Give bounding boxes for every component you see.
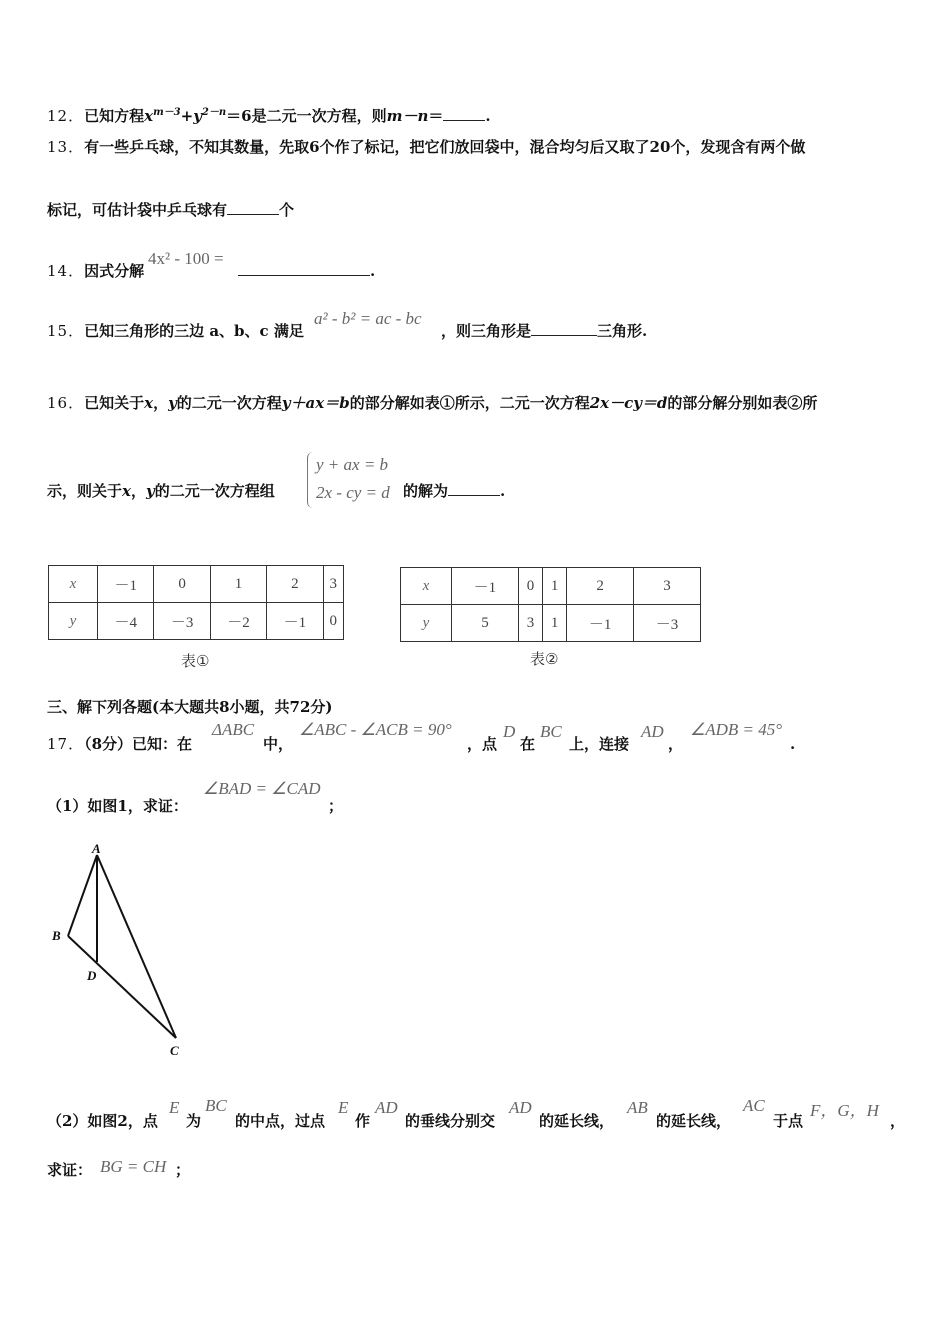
table-1-cell: －1: [267, 603, 323, 640]
q17-part2-h: 于点: [773, 1112, 804, 1130]
q16-line2: [47, 481, 275, 501]
q17-part2-fgh: F，G，H: [810, 1101, 879, 1120]
table-2-cell: 2: [567, 568, 634, 605]
section-heading: 三、解下列各题(本大题共8小题，共72分): [47, 698, 333, 716]
table-2-row-y: [401, 605, 701, 642]
q17-point-d: D: [503, 722, 516, 741]
q17-number: 17．: [47, 735, 85, 753]
vertex-label-c: C: [170, 1043, 179, 1058]
q12-answer-blank[interactable]: [443, 106, 485, 121]
q17-part1-end: ；: [328, 797, 344, 815]
figure-1: [50, 838, 200, 1063]
q12-plus: +: [180, 107, 194, 125]
table-1-row-y: [49, 603, 344, 640]
q12-y: y: [193, 107, 202, 125]
q17-part2-d: 作: [355, 1112, 371, 1130]
q17-point-e2: E: [338, 1098, 349, 1117]
table-1-header-x: x: [49, 566, 98, 603]
table-2-cell: 1: [543, 568, 567, 605]
q17-t2: ，点: [467, 735, 498, 753]
q16-y: y: [168, 394, 177, 412]
q17-t5: ，: [668, 735, 684, 753]
q16-l1a: 已知关于: [84, 394, 145, 412]
vertex-label-a: A: [92, 841, 101, 856]
q16-l1b: 的二元一次方程: [176, 394, 282, 412]
q12-exp1: m－3: [153, 107, 181, 118]
q17-segment-ad: AD: [641, 722, 664, 741]
edge-ac: [97, 855, 176, 1038]
q16-line1: [47, 393, 817, 413]
q17-t4: 上，连接: [569, 735, 630, 753]
edge-bc: [68, 936, 176, 1038]
q16-system-eq2: 2x - cy = d: [316, 483, 390, 502]
q17-part1-label: （1）如图1，求证：: [47, 797, 188, 815]
q16-eqA: y＋ax＝b: [281, 394, 350, 412]
q15-expression: a² - b² = ac - bc: [314, 309, 422, 328]
q13-text2b: 个: [279, 201, 295, 219]
table-2: [400, 567, 701, 642]
q12-exp2: 2－n: [201, 107, 227, 118]
q17-part2-ad2: AD: [509, 1098, 532, 1117]
q15-tail: [441, 321, 647, 341]
system-brace: [307, 452, 314, 508]
q15-number: 15．: [47, 322, 85, 340]
q17-part2-end: ；: [175, 1161, 191, 1179]
q16-eqB: 2x－cy＝d: [589, 394, 668, 412]
q13-text1: 有一些乒乓球，不知其数量，先取6个作了标记，把它们放回袋中，混合均匀后又取了20个，发现含有两个做: [84, 138, 806, 156]
q13-number: 13．: [47, 138, 85, 156]
q17-angle-condition: ∠ABC - ∠ACB = 90°: [299, 720, 452, 739]
q17-part2-c: 的中点，过点: [235, 1112, 326, 1130]
q17-t1: 中，: [263, 735, 294, 753]
table-1-cell: 1: [210, 566, 266, 603]
table-2-caption: 表②: [530, 650, 559, 668]
q13-text2a: 标记，可估计袋中乒乓球有: [47, 201, 228, 219]
table-1-caption: 表①: [181, 652, 210, 670]
table-2-cell: －3: [634, 605, 701, 642]
q17-part1-expression: ∠BAD = ∠CAD: [203, 779, 321, 798]
q16-tail: [403, 481, 505, 501]
vertex-label-b: B: [52, 928, 61, 943]
q14-tail: [238, 261, 375, 281]
q17-part2-bc: BC: [205, 1096, 227, 1115]
table-1-cell: 3: [323, 566, 343, 603]
q14-expression: 4x² - 100 =: [148, 249, 224, 268]
q13-answer-blank[interactable]: [227, 200, 279, 215]
table-2-header-x: x: [401, 568, 452, 605]
q12-number: 12．: [47, 107, 85, 125]
q17-part2-j: 求证：: [47, 1161, 93, 1179]
q17-segment-bc: BC: [540, 722, 562, 741]
table-2-cell: 5: [452, 605, 519, 642]
q17-part2-expression: BG = CH: [100, 1157, 167, 1176]
q17-part2-a: （2）如图2，点: [47, 1112, 158, 1130]
q16-y2: y: [145, 482, 155, 500]
table-1-row-x: [49, 566, 344, 603]
q15-mid: ，则三角形是: [441, 322, 532, 340]
table-1-cell: 2: [267, 566, 323, 603]
q16-answer-blank[interactable]: [448, 481, 500, 496]
q16-l2b: 的二元一次方程组: [154, 482, 275, 500]
table-2-cell: 1: [543, 605, 567, 642]
q16-number: 16．: [47, 394, 85, 412]
q16-comma: ，: [153, 394, 169, 412]
table-1-cell: －4: [98, 603, 154, 640]
q14-number: 14．: [47, 262, 85, 280]
q17-angle-adb: ∠ADB = 45°: [690, 720, 783, 739]
q16-system-eq1: y + ax = b: [316, 455, 389, 474]
table-2-cell: －1: [452, 568, 519, 605]
q17-part2-i: ，: [890, 1112, 906, 1130]
q16-l2c: 的解为: [403, 482, 449, 500]
q17-part2-ab: AB: [627, 1098, 648, 1117]
q16-end: .: [500, 482, 506, 500]
table-2-row-x: [401, 568, 701, 605]
q17-part2-b: 为: [186, 1112, 202, 1130]
q16-comma2: ，: [130, 482, 146, 500]
q12-eq: ＝6是二元一次方程，则: [226, 107, 387, 125]
q17-t3: 在: [520, 735, 536, 753]
table-1-cell: 0: [323, 603, 343, 640]
q17-line1a: [47, 734, 192, 754]
q16-l2a: 示，则关于: [47, 482, 123, 500]
q17-part2-ac: AC: [743, 1096, 765, 1115]
q15-line: [47, 321, 304, 341]
table-1-cell: －2: [210, 603, 266, 640]
q17-triangle: ΔABC: [212, 720, 255, 739]
q17-part2-ad: AD: [375, 1098, 398, 1117]
q12-eq2: ＝: [428, 107, 444, 125]
q16-l1c: 的部分解如表①所示，二元一次方程: [349, 394, 590, 412]
table-1-header-y: y: [49, 603, 98, 640]
table-2-cell: －1: [567, 605, 634, 642]
q13-line2: [47, 200, 294, 220]
table-2-header-y: y: [401, 605, 452, 642]
table-1-cell: 0: [154, 566, 210, 603]
q16-x2: x: [122, 482, 131, 500]
q17-part2-e: 的垂线分别交: [405, 1112, 496, 1130]
vertex-label-d: D: [87, 968, 97, 983]
table-1: [48, 565, 344, 640]
q17-t6: .: [790, 735, 796, 753]
q17-point-e: E: [169, 1098, 180, 1117]
table-2-cell: 3: [518, 605, 542, 642]
q15-answer-blank[interactable]: [531, 321, 597, 336]
q14-answer-blank[interactable]: [238, 261, 370, 276]
table-1-cell: －3: [154, 603, 210, 640]
q12-end: .: [485, 107, 491, 125]
table-1-cell: －1: [98, 566, 154, 603]
q17-part2-g: 的延长线，: [656, 1112, 732, 1130]
q14-pre: 因式分解: [84, 262, 145, 280]
q14-end: .: [370, 262, 376, 280]
q12-mn: m－n: [386, 107, 429, 125]
edge-ab: [68, 855, 97, 936]
q12-x: x: [144, 107, 154, 125]
q14-line: [47, 261, 144, 281]
q15-pre: 已知三角形的三边 a、b、c 满足: [84, 322, 304, 340]
q16-l1d: 的部分解分别如表②所: [667, 394, 818, 412]
table-2-cell: 0: [518, 568, 542, 605]
table-2-cell: 3: [634, 568, 701, 605]
q12-line: [47, 103, 491, 126]
q13-line1: [47, 137, 805, 157]
q12-pre: 已知方程: [84, 107, 145, 125]
q16-x: x: [144, 394, 154, 412]
q17-part2-f: 的延长线，: [539, 1112, 615, 1130]
q17-score: （8分）已知：在: [84, 735, 193, 753]
q15-end: 三角形.: [597, 322, 648, 340]
